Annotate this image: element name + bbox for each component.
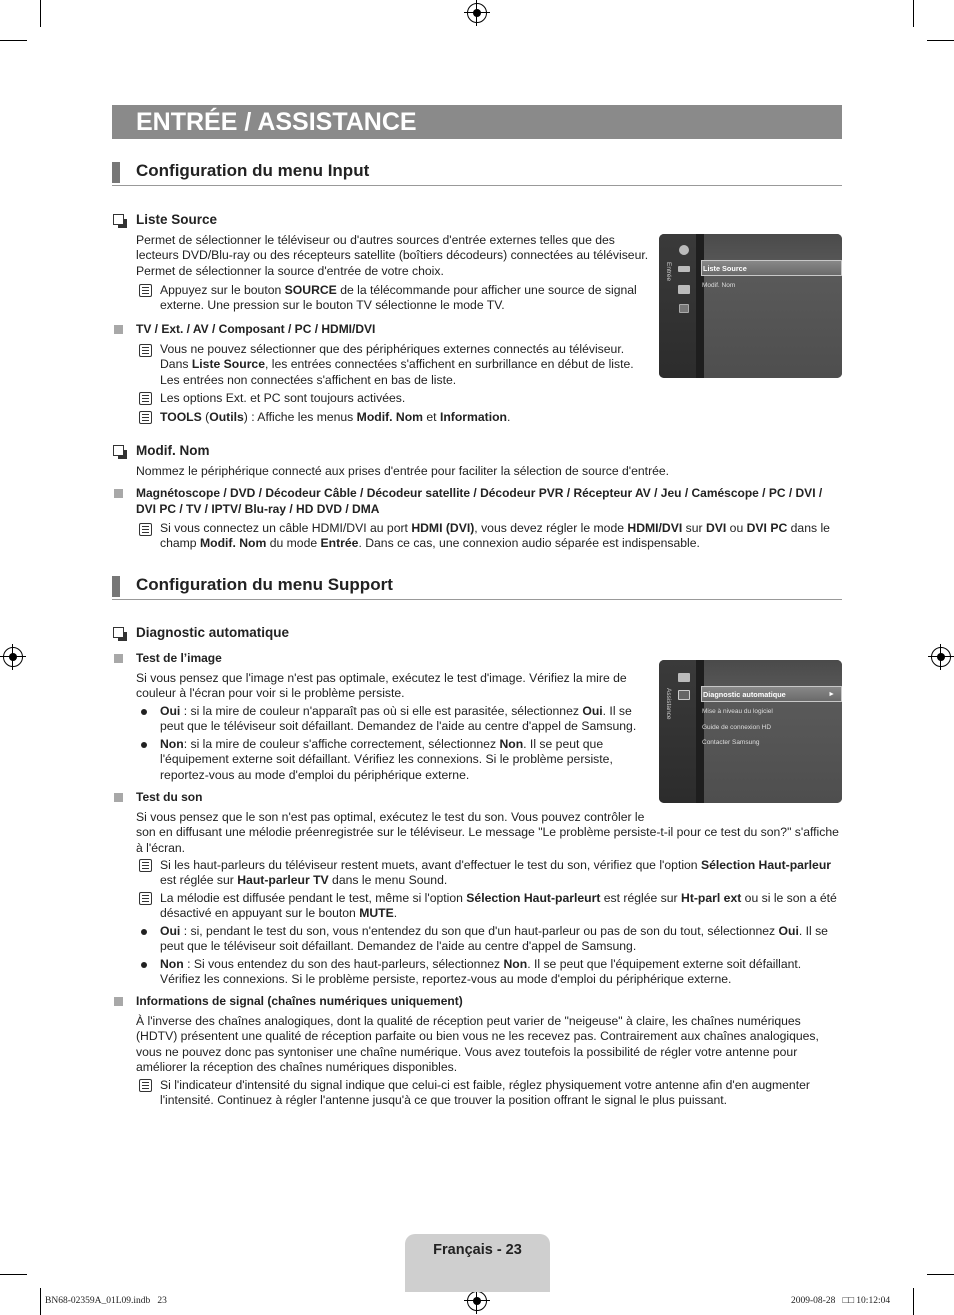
bullet-icon (141, 709, 147, 715)
text-line: Si vous pensez que l'image n'est pas optimale, exécutez le test d'image. Vérifiez la mire de (136, 671, 627, 685)
text-line: Vous ne pouvez sélectionner que des périphériques externes connectés au téléviseur. (160, 342, 625, 356)
device-list (136, 486, 841, 517)
crop-mark (927, 40, 954, 41)
text-line: Non : Si vous entendez du son des haut-parleurs, sélectionnez Non. Il se peut que l'équipement externe soit défaillant. (160, 957, 802, 971)
registration-mark-icon (3, 647, 23, 667)
text-line: DVI PC / TV / IPTV/ Blu-ray / HD DVD / DMA (136, 501, 380, 516)
registration-mark-icon (931, 647, 951, 667)
text-line: améliorer la réception des chaînes numériques disponibles. (136, 1060, 458, 1075)
note (160, 1078, 842, 1109)
text-line: Oui : si la mire de couleur n'apparaît pas où si elle est parasitée, sélectionnez Oui. Il se (160, 704, 632, 718)
crop-mark (913, 0, 914, 27)
bullet-icon (141, 962, 147, 968)
bullet-icon (141, 929, 147, 935)
test-label: Test du son (136, 790, 203, 804)
text-line: Permet de sélectionner la source d'entrée de votre choix. (136, 263, 444, 278)
note-icon (139, 392, 152, 405)
remote-button-note-icon (139, 284, 152, 297)
section-title: Configuration du menu Input (136, 161, 370, 180)
folder-icon (678, 673, 690, 682)
subsection-title: Modif. Nom (136, 443, 210, 458)
page-title-bar (112, 105, 842, 139)
paragraph (136, 1014, 842, 1076)
text-line: à l'écran. (136, 840, 186, 855)
text-line: À l'inverse des chaînes analogiques, dont la qualité de réception peut varier de "neigeuse" à claire, les chaînes numériques (136, 1014, 801, 1028)
text-line: l'intensité. Continuez à régler l'antenne jusqu'à ce que trouver la position offrant le signal le plus puissant. (160, 1093, 728, 1108)
text-line: champ Modif. Nom du mode Entrée. Dans ce cas, une connexion audio séparée est indispensable. (160, 536, 700, 551)
text-line: lecteurs DVD/Blu-ray ou des récepteurs satellite (boîtiers décodeurs) connectées au téléviseur. (136, 248, 649, 263)
text-line: Oui : si, pendant le test du son, vous n'entendez du son que d'un haut-parleur ou pas de son du tout, sélectionnez Oui. Il se (160, 924, 828, 938)
gear-icon (679, 245, 689, 255)
help-icon (678, 690, 690, 700)
section-title: Configuration du menu Support (136, 575, 393, 594)
subsection-title: Diagnostic automatique (136, 625, 290, 640)
note (160, 283, 655, 314)
menu-icon-column (659, 234, 696, 378)
help-icon (679, 304, 689, 313)
note: Les options Ext. et PC sont toujours activées. (160, 391, 406, 405)
text-line: son en diffusant une mélodie préenregistrée sur le téléviseur. Le message "Le problème persiste-t-il pour ce test du son?" s'affiche (136, 825, 839, 840)
note (160, 342, 660, 388)
crop-mark (40, 0, 41, 27)
checkbox-bullet-icon (113, 445, 124, 456)
bullet-icon (141, 742, 147, 748)
note (160, 858, 842, 889)
note (160, 891, 842, 922)
note (160, 521, 842, 552)
note-icon (139, 859, 152, 872)
menu-item-software-update[interactable]: Mise à niveau du logiciel (702, 708, 773, 715)
option-non (160, 957, 842, 988)
square-bullet-icon (114, 997, 123, 1006)
checkbox-bullet-icon (113, 214, 124, 225)
square-bullet-icon (114, 325, 123, 334)
menu-category-label: Entrée (665, 262, 672, 282)
option-oui (160, 924, 842, 955)
text-line: peut que le téléviseur soit défaillant. Demandez de l'aide au centre d'appel de Samsung. (160, 939, 637, 954)
square-bullet-icon (114, 793, 123, 802)
text-line: Si l'indicateur d'intensité du signal indique que celui-ci est faible, réglez physiquement votre antenne afin d'en augmenter (160, 1078, 810, 1092)
paragraph (136, 810, 842, 856)
text-line: Si vous pensez que le son n'est pas optimal, exécutez le test du son. Vous pouvez contrôler le (136, 810, 645, 824)
note-icon (139, 523, 152, 536)
registration-mark-icon (467, 3, 487, 23)
paragraph (136, 233, 656, 279)
menu-rail (696, 234, 704, 378)
subsection-title: Liste Source (136, 212, 218, 227)
text-line: (HDTV) présentent une qualité de réception parfaite ou bien vous ne les recevez pas. Contrairement aux chaînes analogiques, (136, 1029, 819, 1044)
arrow-right-icon: ► (828, 691, 835, 698)
paragraph (136, 671, 656, 702)
menu-item-hd-guide[interactable]: Guide de connexion HD (702, 724, 772, 731)
crop-mark (0, 1274, 27, 1275)
option-non (160, 737, 660, 783)
text-line: vous ne pouvez donc pas syntoniser une chaîne numérique. Vous avez toutefois la possibilité de régler votre antenne pour (136, 1044, 798, 1059)
tv-menu-input-screenshot (659, 234, 842, 378)
text-line: Les entrées non connectées s'affichent en bas de liste. (160, 372, 457, 387)
text-line: Non: si la mire de couleur s'affiche correctement, sélectionnez Non. Il se peut que (160, 737, 604, 751)
menu-item-diagnostic[interactable] (701, 686, 842, 702)
text-line: Vérifiez les connexions. Si le problème persiste, reportez-vous au mode d'emploi du périphérique externe. (160, 972, 732, 987)
text-line: couleur à l'écran pour voir si le problème persiste. (136, 686, 405, 701)
text-line: La mélodie est diffusée pendant le test, même si l'option Sélection Haut-parleurt est réglée sur Ht-parl ext ou si le son a été (160, 891, 837, 905)
folder-icon (678, 285, 690, 294)
menu-category-label: Assistance (665, 688, 672, 720)
inputs-label: TV / Ext. / AV / Composant / PC / HDMI/DVI (136, 322, 376, 336)
text-line: Appuyez sur le bouton SOURCE de la télécommande pour afficher une source de signal (160, 283, 637, 297)
square-bullet-icon (114, 489, 123, 498)
test-label: Informations de signal (chaînes numériques uniquement) (136, 994, 463, 1008)
crop-mark (913, 1288, 914, 1315)
print-timestamp: 2009-08-28 □□ 10:12:04 (791, 1296, 891, 1306)
text-line: peut que le téléviseur soit défaillant. Demandez de l'aide au centre d'appel de Samsung. (160, 719, 637, 734)
test-label: Test de l’image (136, 651, 222, 665)
input-plug-icon (678, 266, 690, 272)
menu-item-modif-nom[interactable]: Modif. Nom (702, 282, 736, 289)
text-line: reportez-vous au mode d'emploi du périphérique externe. (160, 767, 470, 782)
checkbox-bullet-icon (113, 627, 124, 638)
text-line: externe. Une pression sur le bouton TV sélectionne le mode TV. (160, 298, 505, 313)
square-bullet-icon (114, 654, 123, 663)
crop-mark (40, 1288, 41, 1315)
page-number-tab (405, 1234, 550, 1292)
text-line: Si les haut-parleurs du téléviseur restent muets, avant d'effectuer le test du son, vérifiez que l'option Sélection Haut-parleur (160, 858, 832, 872)
menu-item-contact-samsung[interactable]: Contacter Samsung (702, 739, 760, 746)
section-heading-support (112, 574, 842, 600)
heading-marker (112, 576, 120, 597)
note: TOOLS (Outils) : Affiche les menus Modif. Nom et Information. (160, 410, 511, 424)
text-line: Dans Liste Source, les entrées connectées s'affichent en surbrillance en début de liste. (160, 357, 634, 372)
crop-mark (927, 1274, 954, 1275)
file-reference: BN68-02359A_01L09.indb 23 (45, 1296, 167, 1306)
text-line: Si vous connectez un câble HDMI/DVI au port HDMI (DVI), vous devez régler le mode HDMI/DVI sur DVI ou DVI PC dans le (160, 521, 830, 535)
note-icon (139, 892, 152, 905)
menu-panel (704, 234, 842, 378)
note-icon (139, 411, 152, 424)
option-oui (160, 704, 660, 735)
note-icon (139, 1079, 152, 1092)
text-line: est réglée sur Haut-parleur TV dans le menu Sound. (160, 873, 448, 888)
heading-marker (112, 162, 120, 183)
text-line: Magnétoscope / DVD / Décodeur Câble / Décodeur satellite / Décodeur PVR / Récepteur AV / Jeu / Caméscope / PC / DVI / (136, 486, 823, 500)
tv-menu-support-screenshot (659, 660, 842, 803)
page-title: ENTRÉE / ASSISTANCE (136, 108, 417, 136)
text-line: Permet de sélectionner le téléviseur ou d'autres sources d'entrée externes telles que des (136, 233, 615, 247)
text-line: désactivé en appuyant sur le bouton MUTE. (160, 906, 398, 921)
paragraph: Nommez le périphérique connecté aux prises d'entrée pour faciliter la sélection de source d'entrée. (136, 464, 670, 478)
section-heading-input (112, 160, 842, 186)
registration-mark-icon (467, 1291, 487, 1311)
note-icon (139, 344, 152, 357)
text-line: l'équipement externe soit défaillant. Vérifiez les connexions. Si le problème persiste, (160, 752, 613, 767)
menu-item-liste-source[interactable]: Liste Source (701, 260, 842, 276)
menu-item-label: Diagnostic automatique (703, 690, 786, 699)
crop-mark (0, 40, 27, 41)
page-number: Français - 23 (433, 1242, 522, 1258)
